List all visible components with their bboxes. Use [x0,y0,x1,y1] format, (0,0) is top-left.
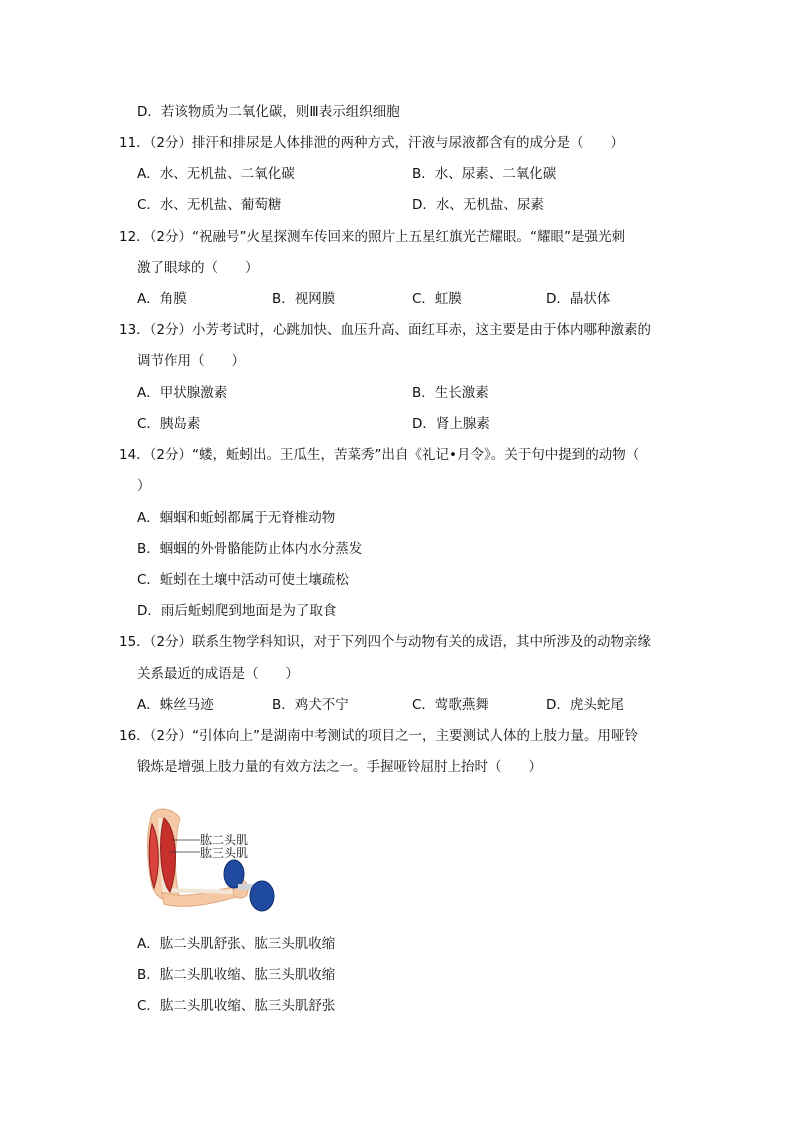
q13-option-c: C．胰岛素 [137,416,201,432]
q12-option-a: A．角膜 [137,291,187,307]
q15-stem-line2: 关系最近的成语是（ ） [137,666,299,682]
q14-option-d: D．雨后蚯蚓爬到地面是为了取食 [137,603,337,619]
dumbbell-weight-2 [250,881,274,911]
q13-option-d: D．肾上腺素 [412,416,490,432]
q11-option-b: B．水、尿素、二氧化碳 [412,166,557,182]
q13-stem-line2: 调节作用（ ） [137,353,245,369]
q15-option-b: B．鸡犬不宁 [272,697,349,713]
q11-option-a: A．水、无机盐、二氧化碳 [137,166,295,182]
q14-option-a: A．蝈蝈和蚯蚓都属于无脊椎动物 [137,510,336,526]
q15-stem-line1: 15．（2分）联系生物学科知识，对于下列四个与动物有关的成语，其中所涉及的动物亲缘 [119,634,652,650]
q15-option-d: D．虎头蛇尾 [546,697,624,713]
q12-option-d: D．晶状体 [546,291,611,307]
q13-option-a: A．甲状腺激素 [137,385,228,401]
q12-option-c: C．虹膜 [412,291,462,307]
q13-option-b: B．生长激素 [412,385,489,401]
dumbbell-weight-1 [224,860,244,888]
q16-option-b: B．肱二头肌收缩、肱三头肌收缩 [137,967,336,983]
q16-option-c: C．肱二头肌收缩、肱三头肌舒张 [137,998,336,1014]
q14-stem-line2: ） [137,478,151,494]
q13-stem-line1: 13．（2分）小芳考试时，心跳加快、血压升高、面红耳赤，这主要是由于体内哪种激素的 [119,322,652,338]
q11-option-d: D．水、无机盐、尿素 [412,197,544,213]
q14-option-b: B．蝈蝈的外骨骼能防止体内水分蒸发 [137,541,363,557]
q14-option-c: C．蚯蚓在土壤中活动可使土壤疏松 [137,572,349,588]
q15-option-a: A．蛛丝马迹 [137,697,214,713]
q15-option-c: C．莺歌燕舞 [412,697,489,713]
q14-stem-line1: 14．（2分）“蝼，蚯蚓出。王瓜生，苦菜秀”出自《礼记•月令》。关于句中提到的动物（ [119,447,640,463]
q10-option-d: D．若该物质为二氧化碳，则Ⅲ表示组织细胞 [137,104,400,120]
biceps-label: 肱二头肌 [200,833,249,847]
q12-stem-line2: 激了眼球的（ ） [137,260,259,276]
q11-stem: 11．（2分）排汗和排尿是人体排泄的两种方式，汗液与尿液都含有的成分是（ ） [119,135,625,151]
q16-stem-line2: 锻炼是增强上肢力量的有效方法之一。手握哑铃屈肘上抬时（ ） [137,759,542,775]
arm-muscle-diagram [140,800,280,918]
q12-stem-line1: 12．（2分）“祝融号”火星探测车传回来的照片上五星红旗光芒耀眼。“耀眼”是强光刺 [119,229,625,245]
q16-option-a: A．肱二头肌舒张、肱三头肌收缩 [137,936,336,952]
triceps-label: 肱三头肌 [200,846,249,860]
q16-stem-line1: 16．（2分）“引体向上”是湖南中考测试的项目之一，主要测试人体的上肢力量。用哑铃 [119,728,639,744]
q12-option-b: B．视网膜 [272,291,336,307]
arm-dumbbell-figure [140,800,280,918]
q11-option-c: C．水、无机盐、葡萄糖 [137,197,282,213]
